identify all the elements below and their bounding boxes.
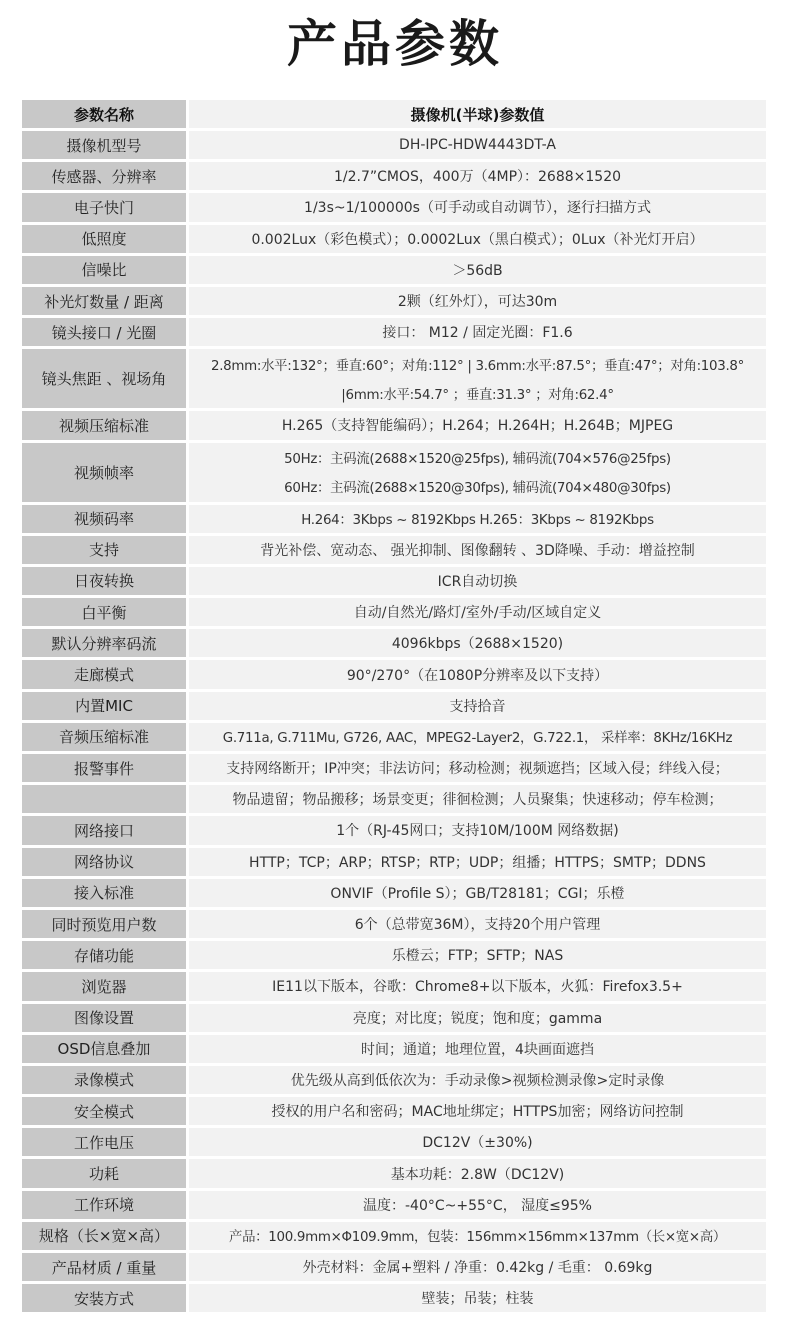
spec-value-line: ONVIF（Profile S）；GB/T28181；CGI；乐橙 <box>330 885 625 902</box>
spec-label: 接入标准 <box>22 879 186 907</box>
spec-value-cell <box>189 972 766 1000</box>
spec-label <box>22 785 186 813</box>
spec-row <box>22 1222 766 1250</box>
spec-row <box>22 598 766 626</box>
spec-value-cell <box>189 1066 766 1094</box>
spec-value-line: 亮度；对比度；锐度；饱和度；gamma <box>352 1010 603 1027</box>
spec-label: 产品材质 / 重量 <box>22 1253 186 1281</box>
spec-value-line: 0.002Lux（彩色模式）；0.0002Lux（黑白模式）；0Lux（补光灯开启） <box>251 231 704 248</box>
spec-row <box>22 1128 766 1156</box>
spec-value-cell <box>189 536 766 564</box>
spec-row <box>22 256 766 284</box>
spec-row <box>22 785 766 813</box>
spec-label: 录像模式 <box>22 1066 186 1094</box>
spec-value-line: 2颗（红外灯），可达30m <box>397 294 558 311</box>
spec-label: 视频帧率 <box>22 443 186 502</box>
spec-row <box>22 723 766 751</box>
spec-label: 功耗 <box>22 1159 186 1187</box>
spec-label: 工作电压 <box>22 1128 186 1156</box>
spec-value-cell <box>189 1222 766 1250</box>
header-value-cell <box>189 100 766 128</box>
spec-value-line: ＞56dB <box>452 262 503 279</box>
spec-value-cell <box>189 629 766 657</box>
spec-value-line: DC12V（±30%) <box>422 1135 533 1152</box>
table-header-row <box>22 100 766 128</box>
spec-value-line: 自动/自然光/路灯/室外/手动/区域自定义 <box>353 605 602 622</box>
spec-value-cell <box>189 1035 766 1063</box>
spec-value-line: 乐橙云；FTP；SFTP；NAS <box>391 948 564 965</box>
spec-value-cell <box>189 567 766 595</box>
spec-label: 补光灯数量 / 距离 <box>22 287 186 315</box>
spec-row <box>22 443 766 502</box>
spec-value-cell <box>189 785 766 813</box>
page-title: 产品参数 <box>287 15 503 73</box>
spec-value-line: 背光补偿、宽动态、 强光抑制、图像翻转 、3D降噪、手动：增益控制 <box>260 542 695 559</box>
spec-value-cell <box>189 1128 766 1156</box>
spec-value-line: 基本功耗：2.8W（DC12V) <box>390 1166 565 1183</box>
spec-value-cell <box>189 1159 766 1187</box>
spec-value-cell <box>189 910 766 938</box>
spec-row <box>22 816 766 844</box>
spec-row <box>22 162 766 190</box>
spec-label: 音频压缩标准 <box>22 723 186 751</box>
spec-row <box>22 879 766 907</box>
spec-row <box>22 1253 766 1281</box>
spec-row <box>22 1159 766 1187</box>
spec-row <box>22 411 766 439</box>
spec-value-cell <box>189 598 766 626</box>
spec-value-cell <box>189 1097 766 1125</box>
spec-label: 网络接口 <box>22 816 186 844</box>
spec-row <box>22 318 766 346</box>
spec-row <box>22 910 766 938</box>
spec-value-line: 支持网络断开；IP冲突；非法访问；移动检测；视频遮挡；区域入侵；绊线入侵； <box>226 761 729 778</box>
spec-value-cell <box>189 131 766 159</box>
spec-value-cell <box>189 660 766 688</box>
spec-value-line: H.264：3Kbps ~ 8192Kbps H.265：3Kbps ~ 8192Kbps <box>301 513 654 529</box>
spec-row <box>22 567 766 595</box>
spec-label: 报警事件 <box>22 754 186 782</box>
spec-value-line: 1/3s~1/100000s（可手动或自动调节），逐行扫描方式 <box>304 200 651 217</box>
spec-label: 图像设置 <box>22 1004 186 1032</box>
spec-value-cell <box>189 1004 766 1032</box>
spec-value-line: 1个（RJ-45网口；支持10M/100M 网络数据) <box>336 823 619 840</box>
spec-table <box>22 100 766 1315</box>
spec-row <box>22 1066 766 1094</box>
spec-value-line: IE11以下版本，谷歌：Chrome8+以下版本，火狐：Firefox3.5+ <box>272 979 683 996</box>
spec-value-cell <box>189 349 766 408</box>
spec-row <box>22 505 766 533</box>
spec-value-line: 接口： M12 / 固定光圈：F1.6 <box>382 325 573 342</box>
spec-value-cell <box>189 225 766 253</box>
header-label-cell: 参数名称 <box>22 100 186 128</box>
spec-value-line: 1/2.7”CMOS，400万（4MP）：2688×1520 <box>333 169 622 186</box>
spec-value-cell <box>189 162 766 190</box>
spec-value-line: 4096kbps（2688×1520) <box>391 636 564 653</box>
spec-value-line: 60Hz：主码流(2688×1520@30fps), 辅码流(704×480@30fps) <box>284 481 671 497</box>
spec-value-line: 壁装；吊装；柱装 <box>421 1291 534 1308</box>
header-value-text: 摄像机(半球)参数值 <box>410 105 545 124</box>
spec-value-cell <box>189 879 766 907</box>
spec-value-cell <box>189 723 766 751</box>
spec-rows <box>22 131 766 1312</box>
spec-row <box>22 972 766 1000</box>
spec-label: 默认分辨率码流 <box>22 629 186 657</box>
spec-row <box>22 660 766 688</box>
spec-label: 同时预览用户数 <box>22 910 186 938</box>
spec-label: 电子快门 <box>22 193 186 221</box>
spec-value-line: G.711a, G.711Mu, G726, AAC，MPEG2-Layer2，G.722.1， 采样率：8KHz/16KHz <box>222 731 733 747</box>
spec-value-cell <box>189 193 766 221</box>
spec-label: 视频压缩标准 <box>22 411 186 439</box>
spec-label: 安全模式 <box>22 1097 186 1125</box>
spec-row <box>22 536 766 564</box>
spec-row <box>22 1191 766 1219</box>
spec-value-line: 支持拾音 <box>449 698 506 715</box>
spec-value-cell <box>189 1191 766 1219</box>
spec-value-cell <box>189 443 766 502</box>
spec-label: 镜头接口 / 光圈 <box>22 318 186 346</box>
spec-value-cell <box>189 754 766 782</box>
spec-value-cell <box>189 848 766 876</box>
spec-value-line: ICR自动切换 <box>437 573 518 590</box>
spec-value-line: 授权的用户名和密码；MAC地址绑定；HTTPS加密；网络访问控制 <box>271 1104 684 1121</box>
spec-value-line: 温度：-40°C~+55°C， 湿度≤95% <box>363 1197 592 1214</box>
spec-value-line: 优先级从高到低依次为：手动录像>视频检测录像>定时录像 <box>290 1072 665 1089</box>
spec-label: 走廊模式 <box>22 660 186 688</box>
spec-value-cell <box>189 505 766 533</box>
spec-label: 内置MIC <box>22 692 186 720</box>
spec-row <box>22 692 766 720</box>
spec-row <box>22 941 766 969</box>
spec-value-cell <box>189 1284 766 1312</box>
spec-label: 规格（长×宽×高） <box>22 1222 186 1250</box>
spec-row <box>22 1284 766 1312</box>
spec-row <box>22 1035 766 1063</box>
spec-value-line: H.265（支持智能编码）；H.264；H.264H；H.264B；MJPEG <box>281 418 674 435</box>
spec-label: 视频码率 <box>22 505 186 533</box>
spec-row <box>22 287 766 315</box>
spec-label: 镜头焦距 、视场角 <box>22 349 186 408</box>
spec-label: 浏览器 <box>22 972 186 1000</box>
spec-value-line: 2.8mm:水平:132°；垂直:60°；对角:112° | 3.6mm:水平:87.5°；垂直:47°；对角:103.8° <box>210 358 745 374</box>
spec-value-line: 产品：100.9mm×Φ109.9mm，包装：156mm×156mm×137mm（长×宽×高） <box>228 1230 726 1246</box>
spec-row <box>22 1097 766 1125</box>
spec-label: 安装方式 <box>22 1284 186 1312</box>
spec-row <box>22 349 766 408</box>
spec-value-line: 90°/270°（在1080P分辨率及以下支持） <box>346 667 609 684</box>
spec-row <box>22 225 766 253</box>
spec-value-line: |6mm:水平:54.7° ；垂直:31.3° ；对角:62.4° <box>341 388 614 404</box>
spec-value-cell <box>189 287 766 315</box>
spec-label: 低照度 <box>22 225 186 253</box>
spec-label: 日夜转换 <box>22 567 186 595</box>
spec-value-cell <box>189 816 766 844</box>
spec-value-line: 外壳材料：金属+塑料 / 净重：0.42kg / 毛重： 0.69kg <box>302 1260 653 1277</box>
spec-value-line: 6个（总带宽36M），支持20个用户管理 <box>354 917 601 934</box>
spec-label: 传感器、分辨率 <box>22 162 186 190</box>
spec-value-line: 时间；通道；地理位置，4块画面遮挡 <box>361 1041 594 1058</box>
spec-value-line: 50Hz：主码流(2688×1520@25fps), 辅码流(704×576@25fps) <box>284 451 671 467</box>
spec-label: 工作环境 <box>22 1191 186 1219</box>
spec-value-line: DH-IPC-HDW4443DT-A <box>399 137 556 154</box>
spec-label: 存储功能 <box>22 941 186 969</box>
spec-row <box>22 193 766 221</box>
spec-value-line: 物品遗留；物品搬移；场景变更；徘徊检测；人员聚集；快速移动；停车检测； <box>232 792 723 809</box>
spec-value-cell <box>189 692 766 720</box>
spec-label: 网络协议 <box>22 848 186 876</box>
spec-row <box>22 131 766 159</box>
spec-label: OSD信息叠加 <box>22 1035 186 1063</box>
spec-label: 白平衡 <box>22 598 186 626</box>
spec-value-cell <box>189 411 766 439</box>
spec-row <box>22 1004 766 1032</box>
spec-value-cell <box>189 318 766 346</box>
spec-value-line: HTTP；TCP；ARP；RTSP；RTP；UDP；组播；HTTPS；SMTP；DDNS <box>249 854 706 871</box>
spec-value-cell <box>189 1253 766 1281</box>
spec-label: 信噪比 <box>22 256 186 284</box>
spec-value-cell <box>189 256 766 284</box>
spec-row <box>22 848 766 876</box>
spec-row <box>22 629 766 657</box>
spec-label: 摄像机型号 <box>22 131 186 159</box>
spec-row <box>22 754 766 782</box>
spec-label: 支持 <box>22 536 186 564</box>
spec-value-cell <box>189 941 766 969</box>
